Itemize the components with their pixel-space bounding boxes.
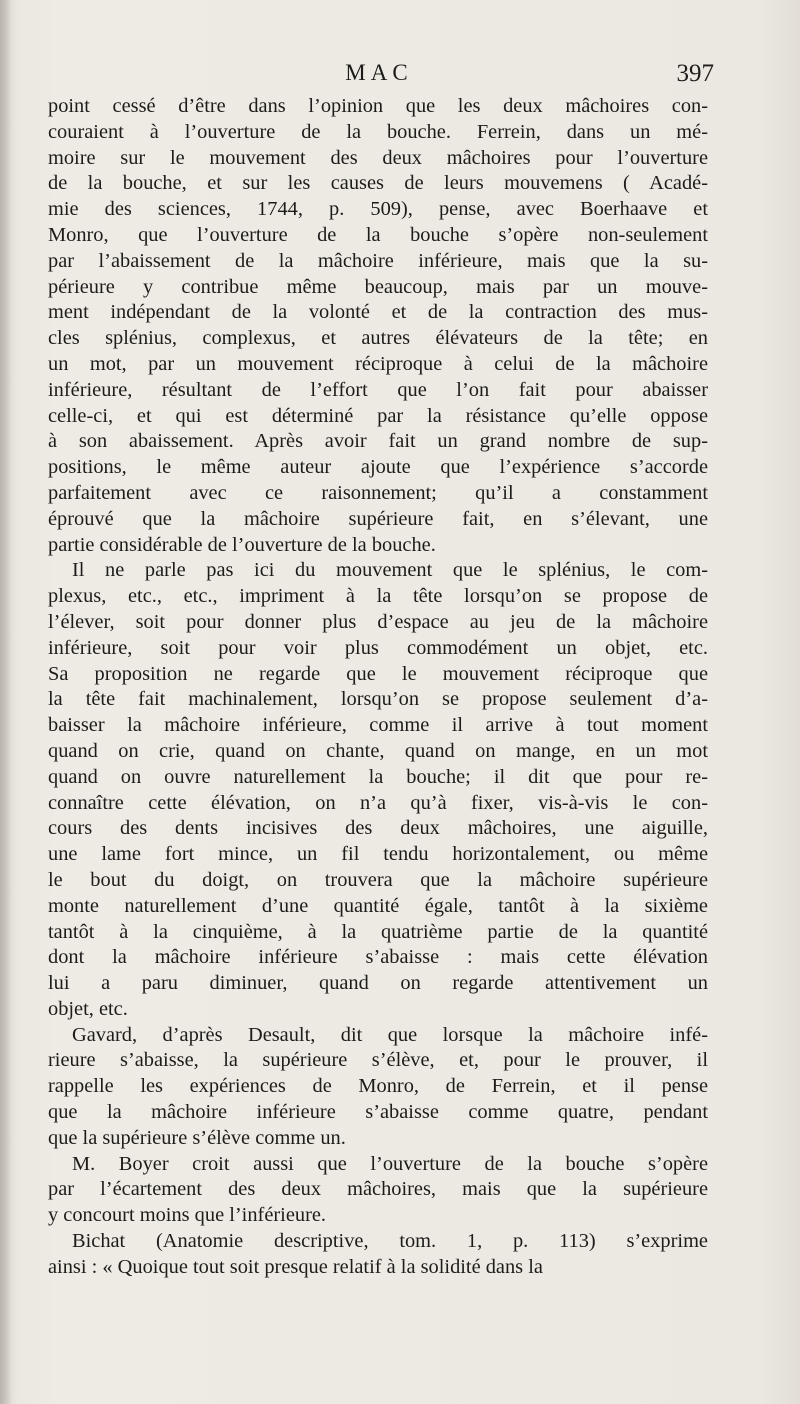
text-line: un mot, par un mouvement réciproque à celui de la mâchoire bbox=[48, 352, 708, 375]
paragraph bbox=[48, 1229, 708, 1281]
text-line: que la mâchoire inférieure s’abaisse comme quatre, pendant bbox=[48, 1101, 708, 1124]
text-line: point cessé d’être dans l’opinion que les deux mâchoires con- bbox=[48, 95, 708, 117]
text-line: à son abaissement. Après avoir fait un grand nombre de sup- bbox=[48, 430, 708, 453]
text-line: tantôt à la cinquième, à la quatrième partie de la quantité bbox=[48, 920, 708, 943]
text-line: le bout du doigt, on trouvera que la mâchoire supérieure bbox=[48, 868, 708, 891]
text-line: inférieure, soit pour voir plus commodément un objet, etc. bbox=[48, 636, 708, 659]
text-line: par l’écartement des deux mâchoires, mais que la supérieure bbox=[48, 1178, 708, 1201]
text-line: plexus, etc., etc., impriment à la tête lorsqu’on se propose de bbox=[48, 585, 708, 608]
text-line: couraient à l’ouverture de la bouche. Ferrein, dans un mé- bbox=[48, 120, 708, 143]
text-line: lui a paru diminuer, quand on regarde attentivement un bbox=[48, 972, 708, 995]
paragraph bbox=[48, 1023, 708, 1152]
text-line: Bichat (Anatomie descriptive, tom. 1, p. 113) s’exprime bbox=[72, 1230, 708, 1253]
text-line: moire sur le mouvement des deux mâchoires pour l’ouverture bbox=[48, 146, 708, 169]
text-line: quand on crie, quand on chante, quand on mange, en un mot bbox=[48, 739, 708, 762]
body-text bbox=[48, 94, 708, 1281]
text-line: de la bouche, et sur les causes de leurs mouvemens ( Acadé- bbox=[48, 172, 708, 195]
text-line: y concourt moins que l’inférieure. bbox=[48, 1204, 327, 1227]
page-number: 397 bbox=[676, 60, 714, 87]
text-line: Il ne parle pas ici du mouvement que le splénius, le com- bbox=[72, 559, 708, 582]
text-line: positions, le même auteur ajoute que l’expérience s’accorde bbox=[48, 456, 708, 479]
paragraph bbox=[48, 558, 708, 1022]
text-line: baisser la mâchoire inférieure, comme il arrive à tout moment bbox=[48, 714, 708, 737]
text-line: partie considérable de l’ouverture de la bouche. bbox=[48, 533, 436, 556]
text-line: dont la mâchoire inférieure s’abaisse : mais cette élévation bbox=[48, 946, 708, 969]
page-gutter-shadow bbox=[0, 0, 12, 1404]
paragraph bbox=[48, 94, 708, 558]
text-line: rappelle les expériences de Monro, de Ferrein, et il pense bbox=[48, 1075, 708, 1098]
text-line: une lame fort mince, un fil tendu horizontalement, ou même bbox=[48, 843, 708, 866]
text-line: connaître cette élévation, on n’a qu’à fixer, vis-à-vis le con- bbox=[48, 791, 708, 814]
text-line: cours des dents incisives des deux mâchoires, une aiguille, bbox=[48, 817, 708, 840]
page-header bbox=[48, 60, 714, 94]
text-line: périeure y contribue même beaucoup, mais par un mouve- bbox=[48, 275, 708, 298]
text-line: mie des sciences, 1744, p. 509), pense, avec Boerhaave et bbox=[48, 198, 708, 221]
text-line: quand on ouvre naturellement la bouche; il dit que pour re- bbox=[48, 765, 708, 788]
text-line: M. Boyer croit aussi que l’ouverture de la bouche s’opère bbox=[72, 1152, 708, 1175]
text-line: que la supérieure s’élève comme un. bbox=[48, 1126, 346, 1149]
text-line: ainsi : « Quoique tout soit presque relatif à la solidité dans la bbox=[48, 1255, 543, 1278]
text-line: objet, etc. bbox=[48, 997, 128, 1020]
text-line: la tête fait machinalement, lorsqu’on se propose seulement d’a- bbox=[48, 688, 708, 711]
text-line: monte naturellement d’une quantité égale, tantôt à la sixième bbox=[48, 894, 708, 917]
text-line: celle-ci, et qui est déterminé par la résistance qu’elle oppose bbox=[48, 404, 708, 427]
text-line: rieure s’abaisse, la supérieure s’élève, et, pour le prouver, il bbox=[48, 1049, 708, 1072]
text-line: Sa proposition ne regarde que le mouvement réciproque que bbox=[48, 662, 708, 685]
text-line: par l’abaissement de la mâchoire inférieure, mais que la su- bbox=[48, 249, 708, 272]
text-line: éprouvé que la mâchoire supérieure fait, en s’élevant, une bbox=[48, 507, 708, 530]
text-line: cles splénius, complexus, et autres élévateurs de la tête; en bbox=[48, 327, 708, 350]
paragraph bbox=[48, 1152, 708, 1229]
text-line: inférieure, résultant de l’effort que l’on fait pour abaisser bbox=[48, 378, 708, 401]
running-title: MAC bbox=[345, 60, 413, 85]
text-line: Monro, que l’ouverture de la bouche s’opère non-seulement bbox=[48, 223, 708, 246]
text-line: Gavard, d’après Desault, dit que lorsque la mâchoire infé- bbox=[72, 1023, 708, 1046]
text-line: l’élever, soit pour donner plus d’espace au jeu de la mâchoire bbox=[48, 610, 708, 633]
text-line: ment indépendant de la volonté et de la contraction des mus- bbox=[48, 301, 708, 324]
text-line: parfaitement avec ce raisonnement; qu’il a constamment bbox=[48, 481, 708, 504]
